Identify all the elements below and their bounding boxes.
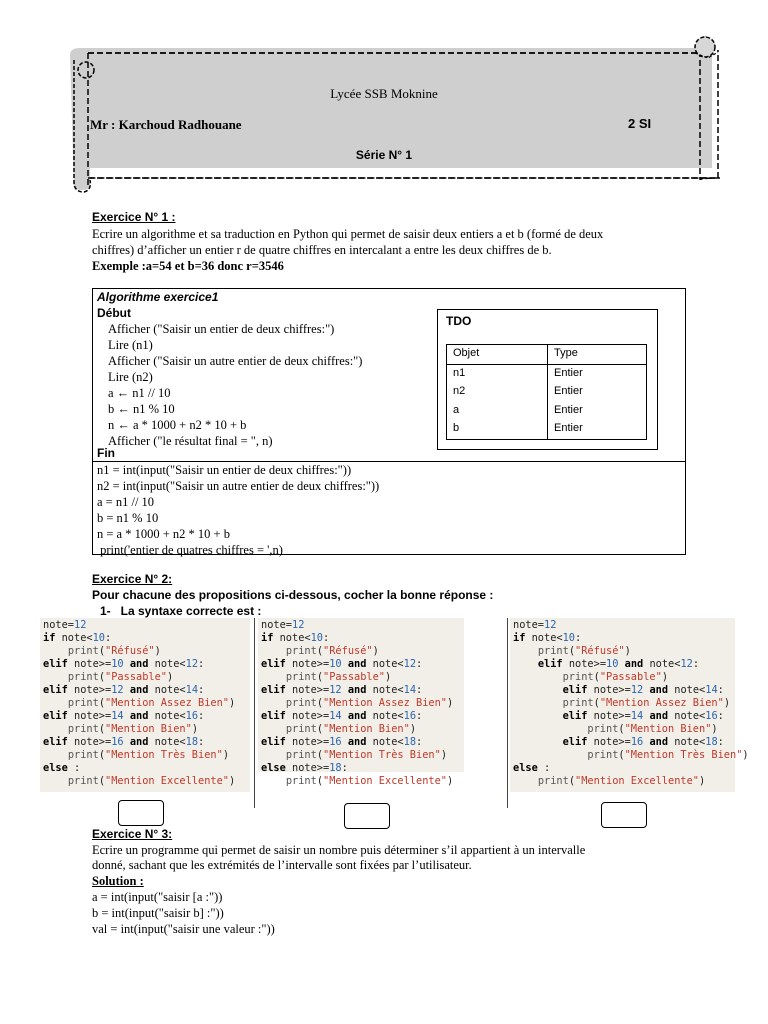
code-line: print("Mention Assez Bien") (562, 697, 731, 709)
code-option-2 (258, 618, 464, 787)
code-line: print("Mention Assez Bien") (285, 697, 454, 709)
code-line: print("Mention Excellente") (67, 775, 236, 787)
python-line: n = a * 1000 + n2 * 10 + b (97, 527, 230, 541)
tdo-type-cell: Entier (548, 383, 647, 402)
code-line: elif note>=10 and note<12: (261, 658, 423, 670)
python-line: n2 = int(input("Saisir un autre entier de deux chiffres:")) (97, 479, 380, 493)
algorithm-body (108, 321, 362, 449)
code-line: print("Mention Bien") (285, 723, 417, 735)
algorithm-line: Lire (n2) (108, 370, 153, 384)
code-line: print("Mention Très Bien") (285, 749, 448, 761)
algorithm-line: Afficher ("Saisir un entier de deux chiffres:") (108, 322, 335, 336)
code-line: print("Mention Assez Bien") (67, 697, 236, 709)
code-line: note=12 (43, 619, 87, 631)
code-line: print("Mention Très Bien") (587, 749, 749, 761)
code-line: else : (513, 762, 551, 774)
code-line: print("Mention Bien") (67, 723, 199, 735)
solution-line: a = int(input("saisir [a :")) (92, 890, 223, 904)
algorithm-line: a ← n1 // 10 (108, 386, 171, 400)
algorithm-line: Afficher ("le résultat final = ", n) (108, 434, 273, 448)
code-line: elif note>=12 and note<14: (562, 684, 724, 696)
code-line: elif note>=14 and note<16: (43, 710, 205, 722)
algorithm-line: b ← n1 % 10 (108, 402, 175, 416)
code-line: elif note>=12 and note<14: (261, 684, 423, 696)
code-line: else note>=18: (261, 762, 348, 774)
tdo-type-cell: Entier (548, 402, 647, 421)
code-line: print("Passable") (285, 671, 392, 683)
algorithm-title: Algorithme exercice1 (97, 290, 219, 304)
table-row (447, 420, 647, 439)
solution-line: val = int(input("saisir une valeur :")) (92, 922, 275, 936)
code-line: print("Mention Très Bien") (67, 749, 230, 761)
python-line: a = n1 // 10 (97, 495, 155, 509)
code-line: elif note>=16 and note<18: (261, 736, 423, 748)
algorithm-line: Afficher ("Saisir un autre entier de deux chiffres:") (108, 354, 363, 368)
tdo-col-type: Type (548, 345, 647, 365)
table-row (447, 383, 647, 402)
tdo-objet-cell: a (447, 402, 548, 421)
teacher-name: Mr : Karchoud Radhouane (90, 117, 242, 132)
python-line: b = n1 % 10 (97, 511, 159, 525)
tdo-objet-cell: n2 (447, 383, 548, 402)
code-line: elif note>=14 and note<16: (261, 710, 423, 722)
code-line: elif note>=16 and note<18: (562, 736, 724, 748)
code-line: note=12 (513, 619, 557, 631)
code-line: print("Passable") (562, 671, 669, 683)
code-line: elif note>=14 and note<16: (562, 710, 724, 722)
tdo-box (437, 309, 658, 450)
exercise-3-title: Exercice N° 3: (92, 827, 173, 841)
exercise-1-text-line-2: chiffres) d’afficher un entier r de quatre chiffres en intercalant a entre les deux chiffres de b. (92, 243, 552, 257)
serie-title: Série N° 1 (355, 148, 413, 162)
answer-checkbox-3[interactable] (601, 802, 647, 828)
code-line: elif note>=10 and note<12: (537, 658, 700, 670)
code-line: print("Réfusé") (67, 645, 161, 657)
tdo-title: TDO (446, 314, 472, 328)
class-label: 2 SI (628, 116, 652, 131)
school-name: Lycée SSB Moknine (330, 86, 438, 101)
question-1: 1- La syntaxe correcte est : (100, 604, 262, 618)
solution-label: Solution : (92, 874, 144, 888)
answer-checkbox-2[interactable] (344, 803, 390, 829)
code-line: elif note>=16 and note<18: (43, 736, 205, 748)
python-line: n1 = int(input("Saisir un entier de deux chiffres:")) (97, 463, 352, 477)
code-line: print("Réfusé") (285, 645, 379, 657)
code-line: if note<10: (43, 632, 112, 644)
code-line: else : (43, 762, 81, 774)
solution-code (92, 889, 275, 937)
code-line: if note<10: (513, 632, 582, 644)
code-option-3 (510, 618, 749, 792)
tdo-objet-cell: b (447, 420, 548, 439)
table-row (447, 364, 647, 383)
column-separator (254, 618, 255, 808)
column-separator (507, 618, 508, 808)
code-line: print("Passable") (67, 671, 174, 683)
tdo-type-cell: Entier (548, 420, 647, 439)
code-line: note=12 (261, 619, 305, 631)
algorithm-debut: Début (97, 306, 131, 320)
code-line: elif note>=10 and note<12: (43, 658, 205, 670)
tdo-objet-cell: n1 (447, 364, 548, 383)
exercise-3-text-line-1: Ecrire un programme qui permet de saisir un nombre puis déterminer s’il appartient à un intervalle (92, 843, 586, 857)
code-line: print("Réfusé") (537, 645, 631, 657)
exercise-1-text-line-1: Ecrire un algorithme et sa traduction en Python qui permet de saisir deux entiers a et b (formé de deux (92, 227, 604, 241)
python-line: print('entier de quatres chiffres = ',n) (97, 543, 283, 557)
python-translation (97, 462, 379, 558)
answer-checkbox-1[interactable] (118, 800, 164, 826)
code-option-1 (40, 618, 250, 792)
tdo-table (446, 344, 647, 440)
code-line: if note<10: (261, 632, 330, 644)
code-line: print("Mention Excellente") (285, 775, 454, 787)
exercise-2-instruction: Pour chacune des propositions ci-dessous, cocher la bonne réponse : (92, 588, 494, 602)
exercise-3-text-line-2: donné, sachant que les extrémités de l’intervalle sont fixées par l’utilisateur. (92, 858, 472, 872)
code-line: print("Mention Bien") (587, 723, 718, 735)
scroll-banner (60, 30, 728, 195)
exercise-2-title: Exercice N° 2: (92, 572, 173, 586)
tdo-col-objet: Objet (447, 345, 548, 365)
exercise-1-example: Exemple :a=54 et b=36 donc r=3546 (92, 259, 284, 273)
code-line: print("Mention Excellente") (537, 775, 706, 787)
code-line: elif note>=12 and note<14: (43, 684, 205, 696)
tdo-type-cell: Entier (548, 364, 647, 383)
exercise-1-title: Exercice N° 1 : (92, 210, 176, 224)
table-row (447, 402, 647, 421)
algorithm-line: Lire (n1) (108, 338, 153, 352)
algorithm-line: n ← a * 1000 + n2 * 10 + b (108, 418, 247, 432)
algorithm-fin: Fin (97, 446, 115, 460)
solution-line: b = int(input("saisir b] :")) (92, 906, 224, 920)
